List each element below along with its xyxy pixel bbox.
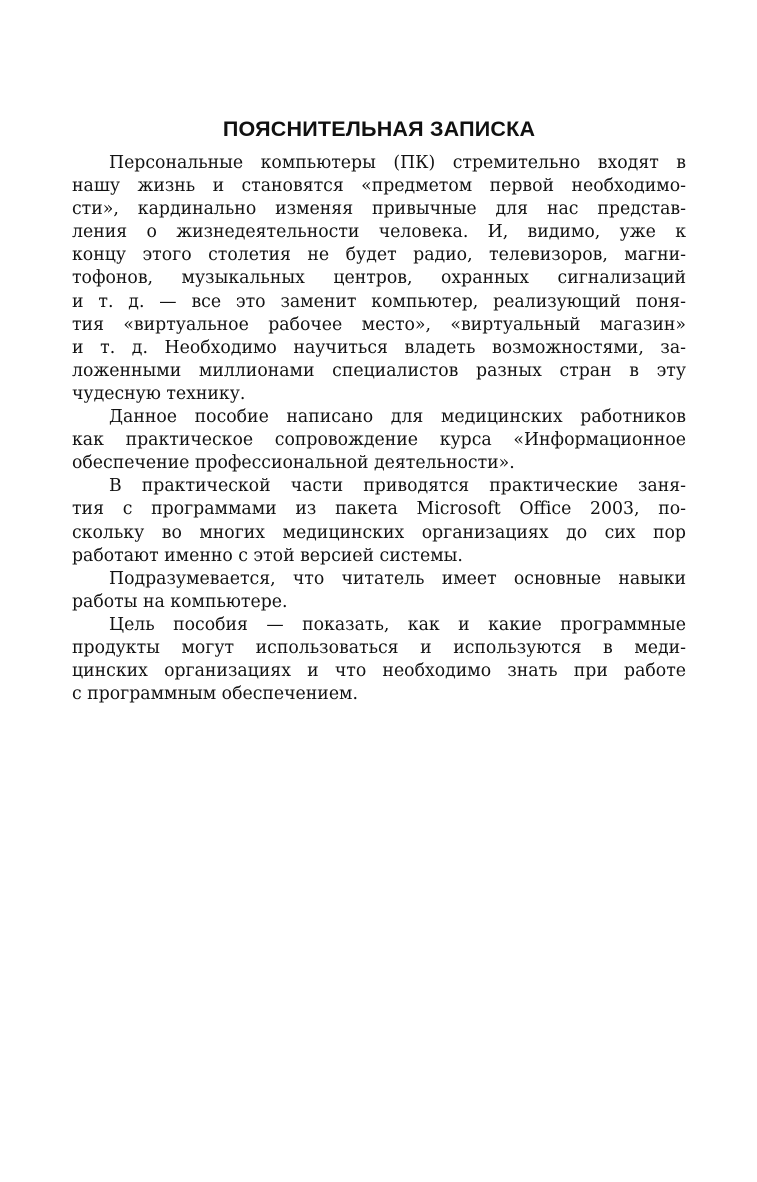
text-line: тия с программами из пакета Microsoft Office 2003, по- [72, 499, 686, 520]
text-line: Персональные компьютеры (ПК) стремительно входят в [109, 153, 686, 173]
text-line: чудесную технику. [72, 383, 246, 404]
text-line: и т. д. Необходимо научиться владеть возможностями, за- [72, 337, 686, 358]
text-line: работы на компьютере. [72, 591, 288, 612]
text-line: сти», кардинально изменяя привычные для нас представ- [72, 199, 686, 220]
text-line: тия «виртуальное рабочее место», «виртуальный магазин» [72, 314, 686, 335]
paragraph-1 [72, 152, 686, 406]
text-line: обеспечение профессиональной деятельности». [72, 453, 515, 474]
page-title: ПОЯСНИТЕЛЬНАЯ ЗАПИСКА [222, 117, 536, 141]
text-line: скольку во многих медицинских организациях до сих пор [72, 522, 686, 543]
paragraph-3 [72, 475, 686, 567]
text-line: и т. д. — все это заменит компьютер, реализующий поня- [72, 291, 686, 312]
text-line: работают именно с этой версией системы. [72, 545, 463, 566]
text-line: продукты могут использоваться и используются в меди- [72, 637, 686, 658]
text-line: ления о жизнедеятельности человека. И, видимо, уже к [72, 222, 686, 243]
text-line: с программным обеспечением. [72, 684, 358, 705]
text-line: ложенными миллионами специалистов разных стран в эту [72, 360, 686, 381]
text-line: концу этого столетия не будет радио, телевизоров, магни- [72, 245, 686, 266]
text-line: тофонов, музыкальных центров, охранных сигнализаций [72, 268, 686, 289]
text-line: Подразумевается, что читатель имеет основные навыки [109, 568, 686, 589]
text-line: Данное пособие написано для медицинских работников [109, 407, 686, 428]
paragraph-2 [72, 406, 686, 475]
paragraph-4 [72, 568, 686, 614]
text-line: как практическое сопровождение курса «Информационное [72, 430, 686, 451]
paragraph-5 [72, 614, 686, 706]
text-line: Цель пособия — показать, как и какие программные [109, 614, 686, 635]
text-line: В практической части приводятся практические заня- [109, 476, 686, 497]
text-line: нашу жизнь и становятся «предметом первой необходимо- [72, 176, 686, 197]
text-line: цинских организациях и что необходимо знать при работе [72, 661, 686, 682]
document-page [72, 114, 686, 706]
